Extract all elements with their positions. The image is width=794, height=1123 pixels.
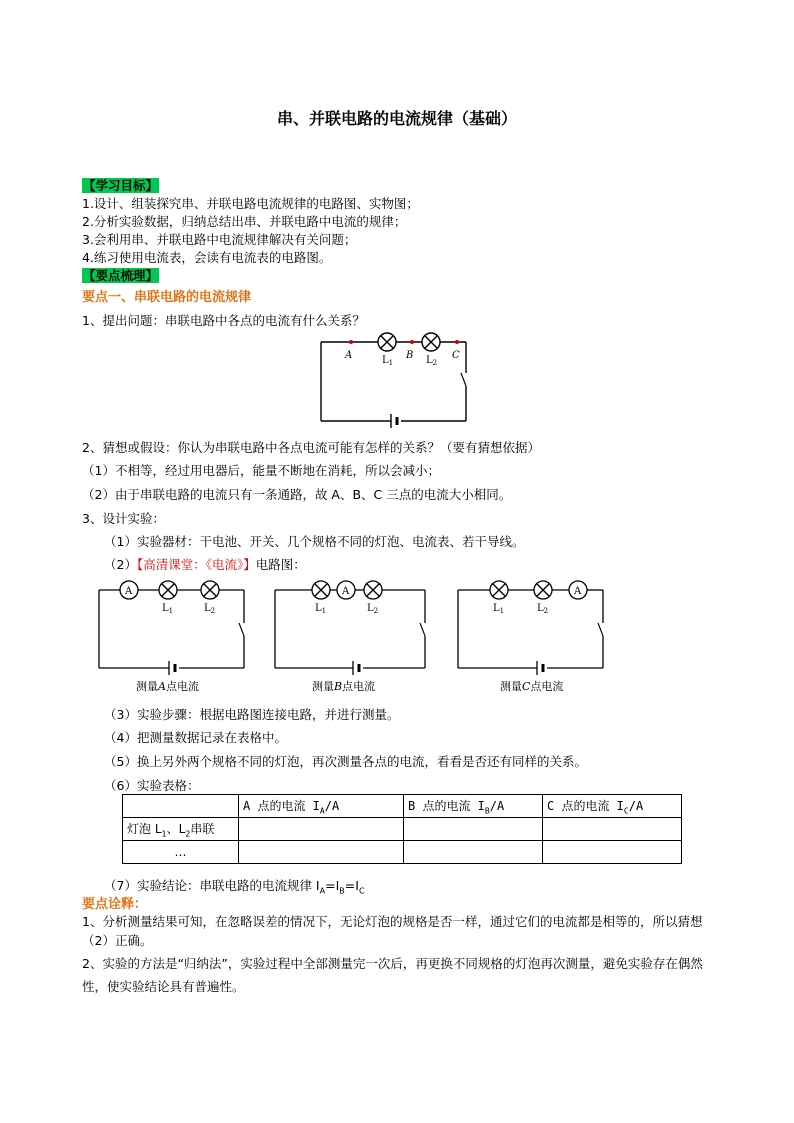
lamp-2-label: $L_2$ <box>367 603 379 615</box>
table-cell <box>543 818 682 841</box>
question-3: 3、设计实验： <box>82 511 165 526</box>
table-cell <box>239 818 404 841</box>
table-row-label: … <box>123 841 239 864</box>
caption-measure-b: 测量B点电流 <box>312 680 376 693</box>
table-row <box>123 795 682 818</box>
lamp-1-label: $L_1$ <box>382 355 394 367</box>
page-title: 串、并联电路的电流规律（基础） <box>276 109 517 128</box>
point-a-label: A <box>345 350 353 361</box>
table-cell <box>239 841 404 864</box>
goal-item: 1.设计、组装探究串、并联电路电流规律的电路图、实物图； <box>82 196 419 211</box>
table-row-label: 灯泡 $L_1$、$L_2$串联 <box>123 818 239 841</box>
table-header-a: A 点的电流 $I_A/A$ <box>239 795 404 818</box>
point-b-dot <box>410 340 414 344</box>
goal-item: 2.分析实验数据，归纳总结出串、并联电路中电流的规律； <box>82 214 407 229</box>
step-4: （4）把测量数据记录在表格中。 <box>104 730 287 745</box>
equipment: （1）实验器材：干电池、开关、几个规格不同的灯泡、电流表、若干导线。 <box>104 534 525 549</box>
table-cell <box>404 818 543 841</box>
table-header-c: C 点的电流 $I_C/A$ <box>543 795 682 818</box>
explain-1: 1、分析测量结果可知，在忽略误差的情况下，无论灯泡的规格是否一样，通过它们的电流都是相等的，所以猜想（2）正确。 <box>82 914 703 948</box>
circuit-measure-b <box>270 576 440 698</box>
point-a-dot <box>349 340 353 344</box>
goals-heading <box>82 176 159 194</box>
guess-2: （2）由于串联电路的电流只有一条通路，故 A、B、C 三点的电流大小相同。 <box>82 487 512 502</box>
lamp-1-label: $L_1$ <box>315 603 327 615</box>
step-6: （6）实验表格： <box>104 778 200 793</box>
table-cell <box>404 841 543 864</box>
point-b-label: B <box>406 350 414 361</box>
series-circuit-diagram <box>300 328 480 428</box>
ammeter-a-icon: A <box>125 586 133 597</box>
section1-title: 要点一、串联电路的电流规律 <box>82 290 252 305</box>
question-2: 2、猜想或假设：你认为串联电路中各点电流可能有怎样的关系？（要有猜想依据） <box>82 440 540 455</box>
step-7: （7）实验结论：串联电路的电流规律 $I_A=I_B=I_C$ <box>104 878 365 896</box>
lamp-1-label: $L_1$ <box>493 603 505 615</box>
table-cell <box>123 795 239 818</box>
goal-item: 4.练习使用电流表，会读有电流表的电路图。 <box>82 250 332 265</box>
hd-class-link[interactable]: 【高清课堂：《电流》】 <box>136 557 256 572</box>
lamp-2-label: $L_2$ <box>204 603 216 615</box>
lamp-1-label: $L_1$ <box>162 603 174 615</box>
caption-measure-c: 测量C点电流 <box>500 680 564 693</box>
step-3: （3）实验步骤：根据电路图连接电路，并进行测量。 <box>104 707 400 722</box>
diagram-line: （2）【高清课堂：《电流》】电路图： <box>104 557 306 572</box>
table-cell <box>543 841 682 864</box>
explain-heading: 要点诠释： <box>82 897 148 912</box>
table-row <box>123 841 682 864</box>
caption-measure-a: 测量A点电流 <box>136 680 199 693</box>
point-c-label: C <box>452 350 460 361</box>
ammeter-b-icon: A <box>342 586 350 597</box>
circuit-measure-c <box>454 576 614 698</box>
point-c-dot <box>455 340 459 344</box>
ammeter-c-icon: A <box>574 586 582 597</box>
guess-1: （1）不相等，经过用电器后，能量不断地在消耗，所以会减小； <box>82 463 440 478</box>
key-points-heading-text: 【要点梳理】 <box>83 268 159 283</box>
key-points-heading <box>82 266 159 284</box>
question-1: 1、提出问题：串联电路中各点的电流有什么关系？ <box>82 313 365 328</box>
goals-heading-text: 【学习目标】 <box>83 178 159 193</box>
lamp-2-label: $L_2$ <box>537 603 549 615</box>
goal-item: 3.会利用串、并联电路中电流规律解决有关问题； <box>82 232 357 247</box>
circuit-measure-a <box>96 576 256 698</box>
lamp-2-label: $L_2$ <box>426 355 438 367</box>
table-row <box>123 818 682 841</box>
experiment-table <box>122 794 682 864</box>
table-header-b: B 点的电流 $I_B/A$ <box>404 795 543 818</box>
step-5: （5）换上另外两个规格不同的灯泡，再次测量各点的电流，看看是否还有同样的关系。 <box>104 754 587 769</box>
explain-2: 2、实验的方法是“归纳法”，实验过程中全部测量完一次后，再更换不同规格的灯泡再次测量，避免实验存在偶然性，使实验结论具有普遍性。 <box>82 956 703 994</box>
